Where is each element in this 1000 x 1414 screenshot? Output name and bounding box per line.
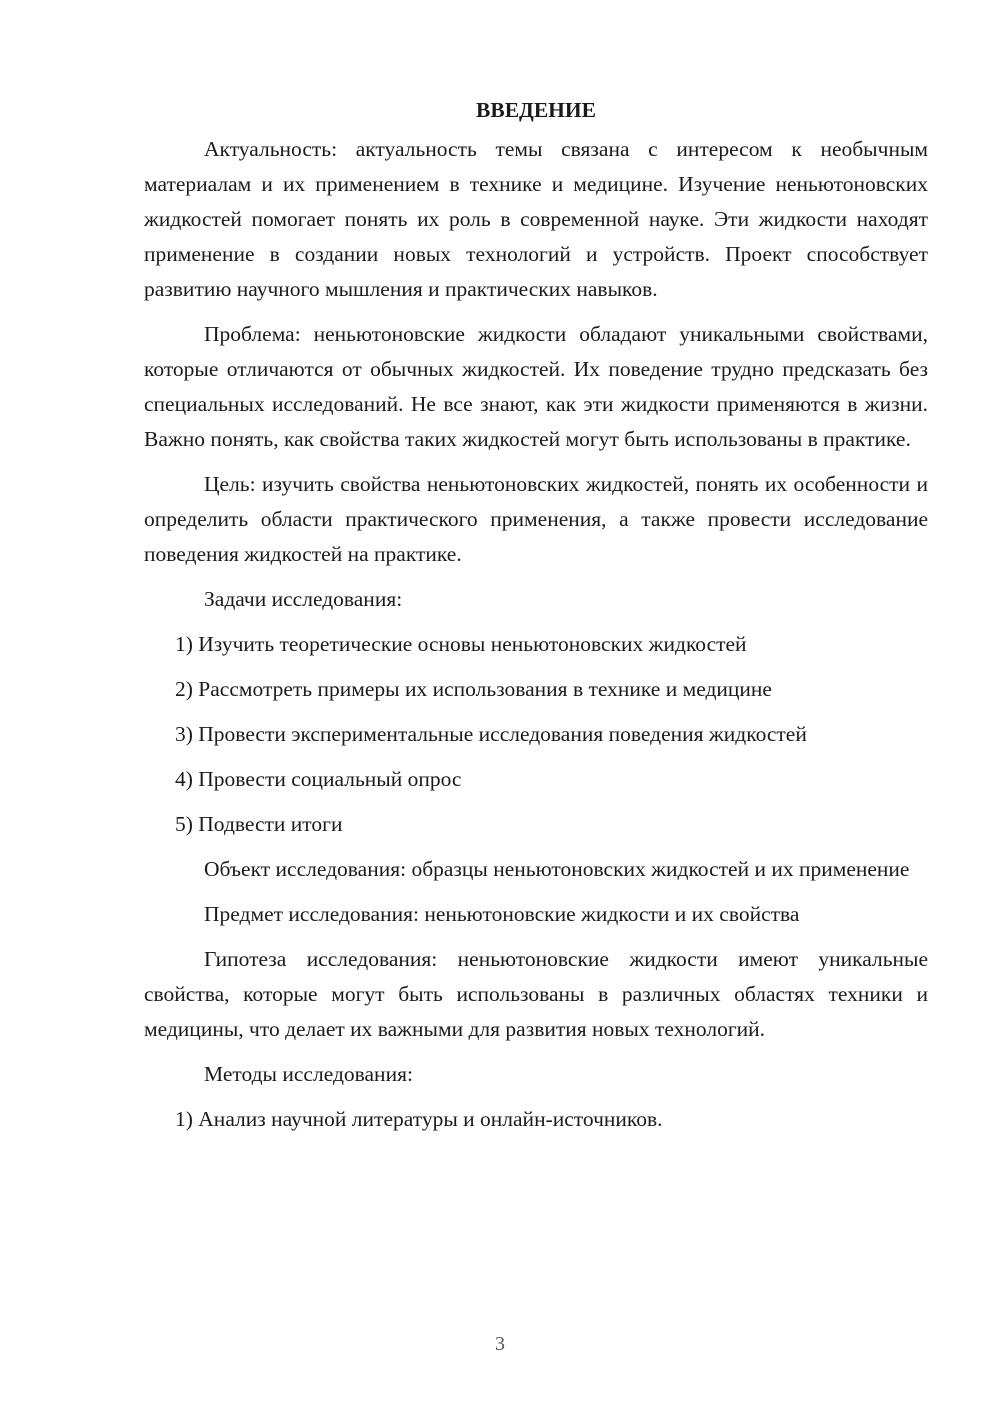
problem-paragraph: Проблема: неньютоновские жидкости обладают уникальными свойствами, которые отличаются от обычных жидкостей. Их поведение трудно предсказать без специальных исследований. Не все знают, как эти жидкости применяются в жизни. Важно понять, как свойства таких жидкостей могут быть использованы в практике. (144, 322, 928, 451)
task-item-5: 5) Подвести итоги (175, 812, 343, 836)
task-item-1: 1) Изучить теоретические основы неньютоновских жидкостей (175, 632, 747, 656)
subject-paragraph: Предмет исследования: неньютоновские жидкости и их свойства (204, 902, 800, 926)
section-heading: ВВЕДЕНИЕ (476, 98, 596, 122)
goal-paragraph: Цель: изучить свойства неньютоновских жидкостей, понять их особенности и определить области практического применения, а также провести исследование поведения жидкостей на практике. (144, 472, 928, 566)
document-page (144, 92, 928, 1147)
methods-heading: Методы исследования: (204, 1062, 413, 1086)
page-number: 3 (495, 1333, 505, 1355)
task-item-4: 4) Провести социальный опрос (175, 767, 462, 791)
task-item-2: 2) Рассмотреть примеры их использования в технике и медицине (175, 677, 772, 701)
task-item-3: 3) Провести экспериментальные исследования поведения жидкостей (175, 722, 807, 746)
tasks-heading: Задачи исследования: (204, 587, 403, 611)
object-paragraph: Объект исследования: образцы неньютоновских жидкостей и их применение (204, 857, 910, 881)
hypothesis-paragraph: Гипотеза исследования: неньютоновские жидкости имеют уникальные свойства, которые могут быть использованы в различных областях техники и медицины, что делает их важными для развития новых технологий. (144, 947, 928, 1041)
method-item-1: 1) Анализ научной литературы и онлайн-источников. (175, 1107, 663, 1131)
relevance-paragraph: Актуальность: актуальность темы связана с интересом к необычным материалам и их применением в технике и медицине. Изучение неньютоновских жидкостей помогает понять их роль в современной науке. Эти жидкости находят применение в создании новых технологий и устройств. Проект способствует развитию научного мышления и практических навыков. (144, 137, 928, 301)
